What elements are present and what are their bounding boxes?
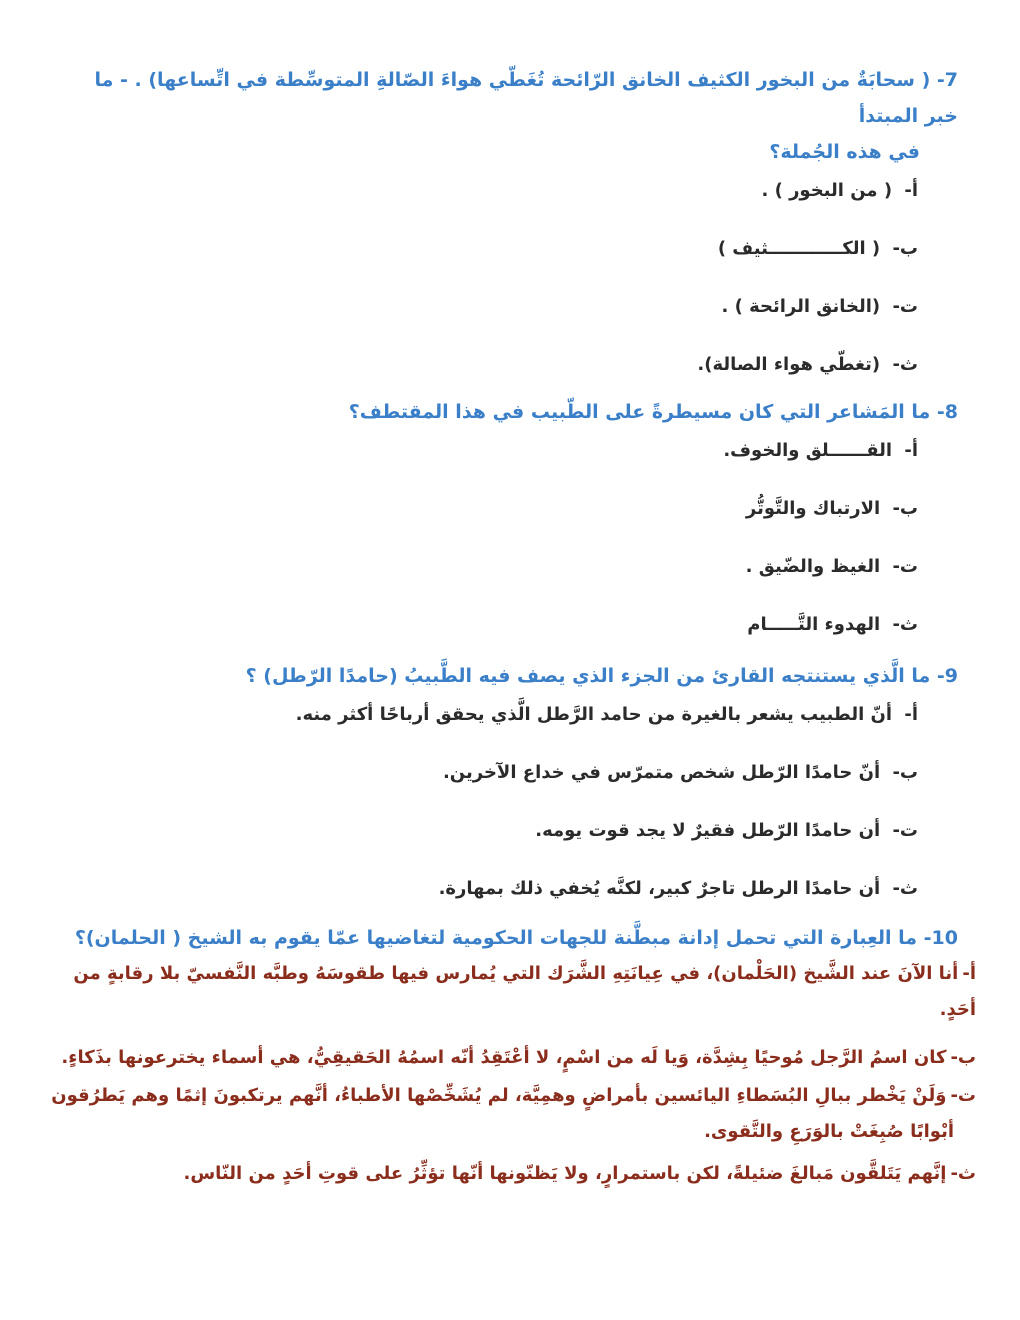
- option-letter: ب-: [892, 498, 918, 519]
- question-9-text: 9- ما الَّذي يستنتجه القارئ من الجزء الذي يصف فيه الطَّبيبُ (حامدًا الرّطل) ؟: [245, 665, 958, 687]
- option-text: ( الكــــــــــــثيف ): [717, 238, 881, 259]
- option-text: (الخانق الرائحة ) .: [721, 296, 881, 317]
- question-8: [58, 394, 958, 662]
- option-9-a[interactable]: [58, 694, 958, 752]
- option-text: أن حامدًا الرطل تاجرٌ كبير، لكنَّه يُخفي ذلك بمهارة.: [438, 878, 881, 899]
- option-letter: ب-: [892, 238, 918, 259]
- option-letter: ث-: [892, 614, 918, 635]
- option-9-b[interactable]: [58, 752, 958, 810]
- option-text: كان اسمُ الرَّجل مُوحيًا بِشِدَّة، وَيا لَه من اسْمٍ، لا أعْتَقِدُ أنّه اسمُهُ الحَقيقِيُّ، هي أسماء يخترعونها بذَكاءٍ.: [61, 1047, 947, 1068]
- option-letter: أ-: [962, 963, 976, 984]
- question-8-text: 8- ما المَشاعر التي كان مسيطرةً على الطّبيب في هذا المقتطف؟: [348, 401, 958, 423]
- option-8-c[interactable]: [58, 546, 958, 604]
- option-8-b[interactable]: [58, 488, 958, 546]
- question-7-text-continued: في هذه الجُملة؟: [769, 141, 920, 163]
- option-10-c[interactable]: [50, 1078, 976, 1150]
- option-letter: أ-: [904, 704, 918, 725]
- option-8-d[interactable]: [58, 604, 958, 662]
- option-text: أنّ حامدًا الرّطل شخص متمرّس في خداع الآخرين.: [442, 762, 881, 783]
- option-letter: ث-: [950, 1163, 976, 1184]
- option-text: إنَّهم يَتَلقَّون مَبالغَ ضئيلةً، لكن باستمرارٍ، ولا يَظنّونها أنّها تؤثِّرُ على قوتِ أحَدٍ من النّاس.: [183, 1163, 947, 1184]
- option-text: أنا الآنَ عند الشَّيخ (الحَلْمان)، في عِيانَتِهِ الشَّرَك التي يُمارس فيها طقوسَهُ وطبَّه النَّفسيّ بلا رقابةٍ من أحَدٍ.: [73, 963, 976, 1020]
- option-letter: ت-: [950, 1085, 976, 1106]
- question-7-options: [58, 170, 958, 402]
- question-9: [58, 658, 958, 926]
- question-7-text: 7- ( سحابَةٌ من البخور الكثيف الخانق الرّائحة تُغَطّي هواءَ الصّالةِ المتوسِّطة في اتِّساعها) . - ما خبر المبتدأ: [94, 69, 958, 127]
- option-9-d[interactable]: [58, 868, 958, 926]
- option-text: الهدوء التَّـــــام: [747, 614, 881, 635]
- option-letter: ت-: [892, 556, 918, 577]
- option-10-a[interactable]: [50, 956, 976, 1028]
- option-7-a[interactable]: [58, 170, 958, 228]
- option-text: أنّ الطبيب يشعر بالغيرة من حامد الرَّطل الَّذي يحقق أرباحًا أكثر منه.: [295, 704, 893, 725]
- option-letter: ب-: [892, 762, 918, 783]
- option-8-a[interactable]: [58, 430, 958, 488]
- option-letter: ب-: [950, 1047, 976, 1068]
- option-text: الغيظ والضّيق .: [745, 556, 881, 577]
- question-10: [51, 920, 976, 1192]
- option-text: الارتباك والتَّوتُّر: [745, 498, 881, 519]
- option-letter: ث-: [892, 354, 918, 375]
- worksheet-page: [51, 62, 976, 1192]
- option-7-b[interactable]: [58, 228, 958, 286]
- question-10-text: 10- ما العِبارة التي تحمل إدانة مبطَّنة للجهات الحكومية لتغاضيها عمّا يقوم به الشيخ ( الحلمان)؟: [74, 927, 958, 949]
- option-7-c[interactable]: [58, 286, 958, 344]
- question-9-options: [58, 694, 958, 926]
- option-9-c[interactable]: [58, 810, 958, 868]
- option-letter: أ-: [904, 180, 918, 201]
- option-text: (تغطّي هواء الصالة).: [697, 354, 881, 375]
- option-letter: ت-: [892, 296, 918, 317]
- option-text: أن حامدًا الرّطل فقيرٌ لا يجد قوت يومه.: [535, 820, 881, 841]
- option-text: القــــــلق والخوف.: [723, 440, 893, 461]
- question-7: [58, 62, 958, 402]
- option-letter: ت-: [892, 820, 918, 841]
- option-letter: ث-: [892, 878, 918, 899]
- option-letter: أ-: [904, 440, 918, 461]
- option-text-continued: أبْوابًا صُبِغَتْ بالوَرَعِ والتَّقوى.: [704, 1121, 954, 1142]
- option-10-b[interactable]: [50, 1040, 976, 1076]
- question-8-options: [58, 430, 958, 662]
- option-10-d[interactable]: [50, 1156, 976, 1192]
- option-text: وَلَنْ يَخْطر ببالِ البُسَطاءِ اليائسين بأمراضٍ وهمِيَّة، لم يُشَخِّصْها الأطباءُ، أنَّهم يرتكبونَ إثمًا وهم يَطرُقون: [51, 1085, 947, 1106]
- option-text: ( من البخور ) .: [761, 180, 893, 201]
